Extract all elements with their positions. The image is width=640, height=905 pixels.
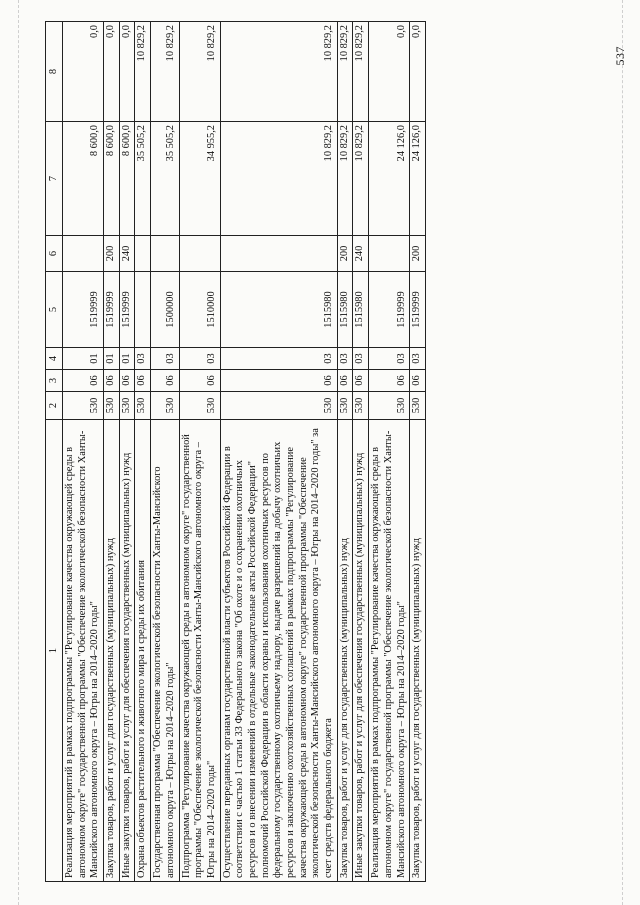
table-row xyxy=(135,22,151,882)
subsection-code-cell: 03 xyxy=(337,348,353,370)
expense-type-code-cell xyxy=(151,236,179,272)
section-code-cell: 06 xyxy=(179,370,220,392)
header-cell-3: 3 xyxy=(46,370,63,392)
ministry-code-cell: 530 xyxy=(119,392,135,420)
table-row xyxy=(220,22,337,882)
item-name-cell: Закупка товаров, работ и услуг для государственных (муниципальных) нужд xyxy=(337,420,353,882)
ministry-code-cell: 530 xyxy=(337,392,353,420)
amount-col7-cell: 24 126,0 xyxy=(410,122,426,236)
amount-col8-cell: 0,0 xyxy=(119,22,135,122)
target-article-code-cell: 1519999 xyxy=(410,272,426,348)
section-code-cell: 06 xyxy=(151,370,179,392)
amount-col7-cell: 34 955,2 xyxy=(179,122,220,236)
item-name-cell: Реализация мероприятий в рамках подпрограммы "Регулирование качества окружающей среды в автономном округе" государственной программы "Обеспечение экологической безопасности Ханты-Мансийского автономного округа – Югры на 2014–2020 годы" xyxy=(63,420,104,882)
expense-type-code-cell: 200 xyxy=(104,236,120,272)
expense-type-code-cell xyxy=(220,236,337,272)
amount-col7-cell: 35 505,2 xyxy=(151,122,179,236)
expense-type-code-cell: 240 xyxy=(119,236,135,272)
header-cell-2: 2 xyxy=(46,392,63,420)
table-row xyxy=(410,22,426,882)
expense-type-code-cell xyxy=(369,236,410,272)
target-article-code-cell: 1519999 xyxy=(63,272,104,348)
amount-col8-cell: 0,0 xyxy=(63,22,104,122)
target-article-code-cell: 1519999 xyxy=(104,272,120,348)
amount-col7-cell: 35 505,2 xyxy=(135,122,151,236)
amount-col8-cell: 10 829,2 xyxy=(353,22,369,122)
expense-type-code-cell: 200 xyxy=(337,236,353,272)
expense-type-code-cell: 240 xyxy=(353,236,369,272)
amount-col7-cell: 10 829,2 xyxy=(220,122,337,236)
expense-type-code-cell: 200 xyxy=(410,236,426,272)
subsection-code-cell: 01 xyxy=(63,348,104,370)
table-row xyxy=(63,22,104,882)
target-article-code-cell: 1519999 xyxy=(119,272,135,348)
ministry-code-cell: 530 xyxy=(353,392,369,420)
target-article-code-cell xyxy=(135,272,151,348)
target-article-code-cell: 1515980 xyxy=(353,272,369,348)
amount-col8-cell: 0,0 xyxy=(410,22,426,122)
subsection-code-cell: 03 xyxy=(151,348,179,370)
subsection-code-cell: 03 xyxy=(353,348,369,370)
amount-col8-cell: 0,0 xyxy=(369,22,410,122)
ministry-code-cell: 530 xyxy=(151,392,179,420)
section-code-cell: 06 xyxy=(104,370,120,392)
ministry-code-cell: 530 xyxy=(369,392,410,420)
section-code-cell: 06 xyxy=(369,370,410,392)
table-container xyxy=(45,22,590,882)
subsection-code-cell: 03 xyxy=(135,348,151,370)
item-name-cell: Осуществление переданных органам государственной власти субъектов Российской Федерации в соответствии с частью 1 статьи 33 Федерального закона "Об охоте и о сохранении охотничьих ресурсов и о внесении изменений в отдельные законодательные акты Российской Федерации" полномочий Российской Федерации в области охраны и использования охотничьих ресурсов по федеральному государственному охотничьему надзору, выдаче разрешений на добычу охотничьих ресурсов и заключению охотхозяйственных соглашений в рамках подпрограммы "Регулирование качества окружающей среды в автономном округе" государственной программы "Обеспечение экологической безопасности Ханты-Мансийского автономного округа – Югры на 2014–2020 годы" за счет средств федерального бюджета xyxy=(220,420,337,882)
scan-edge-left xyxy=(18,0,20,905)
table-row xyxy=(119,22,135,882)
item-name-cell: Закупка товаров, работ и услуг для государственных (муниципальных) нужд xyxy=(410,420,426,882)
amount-col8-cell: 10 829,2 xyxy=(337,22,353,122)
page-number: 537 xyxy=(613,46,627,66)
subsection-code-cell: 03 xyxy=(410,348,426,370)
amount-col8-cell: 10 829,2 xyxy=(220,22,337,122)
item-name-cell: Охрана объектов растительного и животного мира и среды их обитания xyxy=(135,420,151,882)
section-code-cell: 06 xyxy=(119,370,135,392)
amount-col7-cell: 10 829,2 xyxy=(353,122,369,236)
ministry-code-cell: 530 xyxy=(179,392,220,420)
header-cell-1: 1 xyxy=(46,420,63,882)
expense-type-code-cell xyxy=(135,236,151,272)
item-name-cell: Государственная программа "Обеспечение экологической безопасности Ханты-Мансийского автономного округа – Югры на 2014–2020 годы" xyxy=(151,420,179,882)
amount-col7-cell: 8 600,0 xyxy=(104,122,120,236)
target-article-code-cell: 1515980 xyxy=(220,272,337,348)
item-name-cell: Иные закупки товаров, работ и услуг для обеспечения государственных (муниципальных) нужд xyxy=(119,420,135,882)
rotated-sheet xyxy=(45,22,590,882)
table-body xyxy=(63,22,426,882)
section-code-cell: 06 xyxy=(337,370,353,392)
header-cell-4: 4 xyxy=(46,348,63,370)
ministry-code-cell: 530 xyxy=(220,392,337,420)
budget-table xyxy=(45,21,426,882)
amount-col8-cell: 10 829,2 xyxy=(179,22,220,122)
amount-col8-cell: 10 829,2 xyxy=(151,22,179,122)
table-row xyxy=(337,22,353,882)
subsection-code-cell: 03 xyxy=(179,348,220,370)
item-name-cell: Подпрограмма "Регулирование качества окружающей среды в автономном округе" государственной программы "Обеспечение экологической безопасности Ханты-Мансийского автономного округа – Югры на 2014–2020 годы" xyxy=(179,420,220,882)
amount-col8-cell: 0,0 xyxy=(104,22,120,122)
ministry-code-cell: 530 xyxy=(104,392,120,420)
section-code-cell: 06 xyxy=(135,370,151,392)
header-cell-5: 5 xyxy=(46,272,63,348)
item-name-cell: Закупка товаров, работ и услуг для государственных (муниципальных) нужд xyxy=(104,420,120,882)
table-row xyxy=(151,22,179,882)
subsection-code-cell: 03 xyxy=(220,348,337,370)
header-row xyxy=(46,22,63,882)
scan-edge-right xyxy=(622,0,624,905)
amount-col7-cell: 8 600,0 xyxy=(63,122,104,236)
amount-col8-cell: 10 829,2 xyxy=(135,22,151,122)
ministry-code-cell: 530 xyxy=(135,392,151,420)
section-code-cell: 06 xyxy=(63,370,104,392)
table-row xyxy=(353,22,369,882)
header-cell-6: 6 xyxy=(46,236,63,272)
subsection-code-cell: 01 xyxy=(119,348,135,370)
table-row xyxy=(369,22,410,882)
target-article-code-cell: 1500000 xyxy=(151,272,179,348)
header-cell-8: 8 xyxy=(46,22,63,122)
amount-col7-cell: 10 829,2 xyxy=(337,122,353,236)
subsection-code-cell: 01 xyxy=(104,348,120,370)
item-name-cell: Иные закупки товаров, работ и услуг для обеспечения государственных (муниципальных) нужд xyxy=(353,420,369,882)
expense-type-code-cell xyxy=(179,236,220,272)
header-cell-7: 7 xyxy=(46,122,63,236)
amount-col7-cell: 8 600,0 xyxy=(119,122,135,236)
amount-col7-cell: 24 126,0 xyxy=(369,122,410,236)
target-article-code-cell: 1515980 xyxy=(337,272,353,348)
section-code-cell: 06 xyxy=(410,370,426,392)
section-code-cell: 06 xyxy=(220,370,337,392)
expense-type-code-cell xyxy=(63,236,104,272)
table-row xyxy=(104,22,120,882)
item-name-cell: Реализация мероприятий в рамках подпрограммы "Регулирование качества окружающей среды в автономном округе" государственной программы "Обеспечение экологической безопасности Ханты-Мансийского автономного округа – Югры на 2014–2020 годы" xyxy=(369,420,410,882)
ministry-code-cell: 530 xyxy=(410,392,426,420)
target-article-code-cell: 1519999 xyxy=(369,272,410,348)
table-row xyxy=(179,22,220,882)
target-article-code-cell: 1510000 xyxy=(179,272,220,348)
subsection-code-cell: 03 xyxy=(369,348,410,370)
ministry-code-cell: 530 xyxy=(63,392,104,420)
section-code-cell: 06 xyxy=(353,370,369,392)
